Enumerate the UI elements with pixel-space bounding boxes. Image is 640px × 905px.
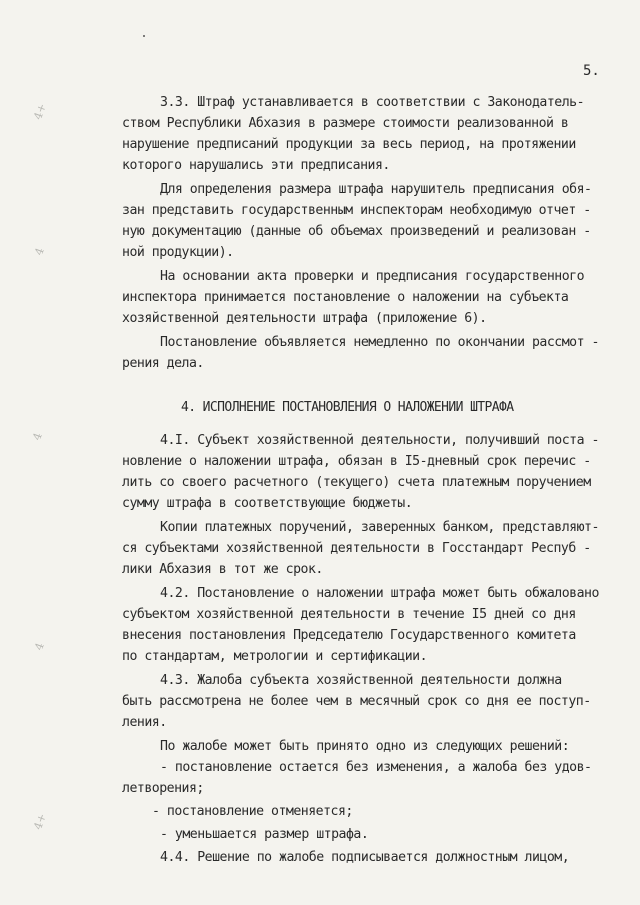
text-line: Постановление объявляется немедленно по окончании рассмот - <box>160 335 599 350</box>
margin-mark: 4 <box>32 640 47 653</box>
page-number: 5. <box>583 63 600 79</box>
text-line: Копии платежных поручений, заверенных банком, представляют- <box>160 520 599 535</box>
text-line: которого нарушались эти предписания. <box>122 158 390 173</box>
text-line: сумму штрафа в соответствующие бюджеты. <box>122 496 413 511</box>
text-line: по стандартам, метрологии и сертификации. <box>122 649 428 664</box>
margin-mark: 4+ <box>31 101 49 122</box>
text-line: На основании акта проверки и предписания государственного <box>160 269 585 284</box>
text-line: инспектора принимается постановление о наложении на субъекта <box>122 290 569 305</box>
text-line: лики Абхазия в тот же срок. <box>122 562 323 577</box>
section-heading: 4. ИСПОЛНЕНИЕ ПОСТАНОВЛЕНИЯ О НАЛОЖЕНИИ ШТРАФА <box>181 400 514 415</box>
margin-mark: 4 <box>30 430 45 443</box>
text-line: рения дела. <box>122 356 204 371</box>
list-item: - уменьшается размер штрафа. <box>160 827 369 842</box>
text-line: ную документацию (данные об объемах произведений и реализован - <box>122 224 591 239</box>
text-line: ления. <box>122 715 167 730</box>
text-line: летворения; <box>122 781 204 796</box>
text-line: зан представить государственным инспекторам необходимую отчет - <box>122 203 591 218</box>
text-line: быть рассмотрена не более чем в месячный срок со дня ее поступ- <box>122 694 591 709</box>
text-line: 4.2. Постановление о наложении штрафа может быть обжаловано <box>160 586 599 601</box>
text-line: ся субъектами хозяйственной деятельности в Госстандарт Респуб - <box>122 541 591 556</box>
list-item: - постановление остается без изменения, а жалоба без удов- <box>160 760 592 775</box>
text-line: ной продукции). <box>122 245 234 260</box>
text-line: По жалобе может быть принято одно из следующих решений: <box>160 739 570 754</box>
ink-dot <box>143 35 145 37</box>
margin-mark: 4+ <box>31 811 49 832</box>
text-line: субъектом хозяйственной деятельности в течение I5 дней со дня <box>122 607 576 622</box>
text-line: ством Республики Абхазия в размере стоимости реализованной в <box>122 116 569 131</box>
text-line: новление о наложении штрафа, обязан в I5-дневный срок перечис - <box>122 454 591 469</box>
margin-mark: 4 <box>32 245 47 258</box>
text-line: Для определения размера штрафа нарушитель предписания обя- <box>160 182 592 197</box>
text-line: хозяйственной деятельности штрафа (приложение 6). <box>122 311 487 326</box>
text-line: внесения постановления Председателю Государственного комитета <box>122 628 576 643</box>
text-line: 4.4. Решение по жалобе подписывается должностным лицом, <box>160 850 570 865</box>
text-line: 4.3. Жалоба субъекта хозяйственной деятельности должна <box>160 673 562 688</box>
text-line: 4.I. Субъект хозяйственной деятельности, получивший поста - <box>160 433 599 448</box>
text-line: нарушение предписаний продукции за весь период, на протяжении <box>122 137 576 152</box>
list-item: - постановление отменяется; <box>152 804 353 819</box>
text-line: лить со своего расчетного (текущего) счета платежным поручением <box>122 475 591 490</box>
text-line: 3.3. Штраф устанавливается в соответствии с Законодатель- <box>160 95 585 110</box>
